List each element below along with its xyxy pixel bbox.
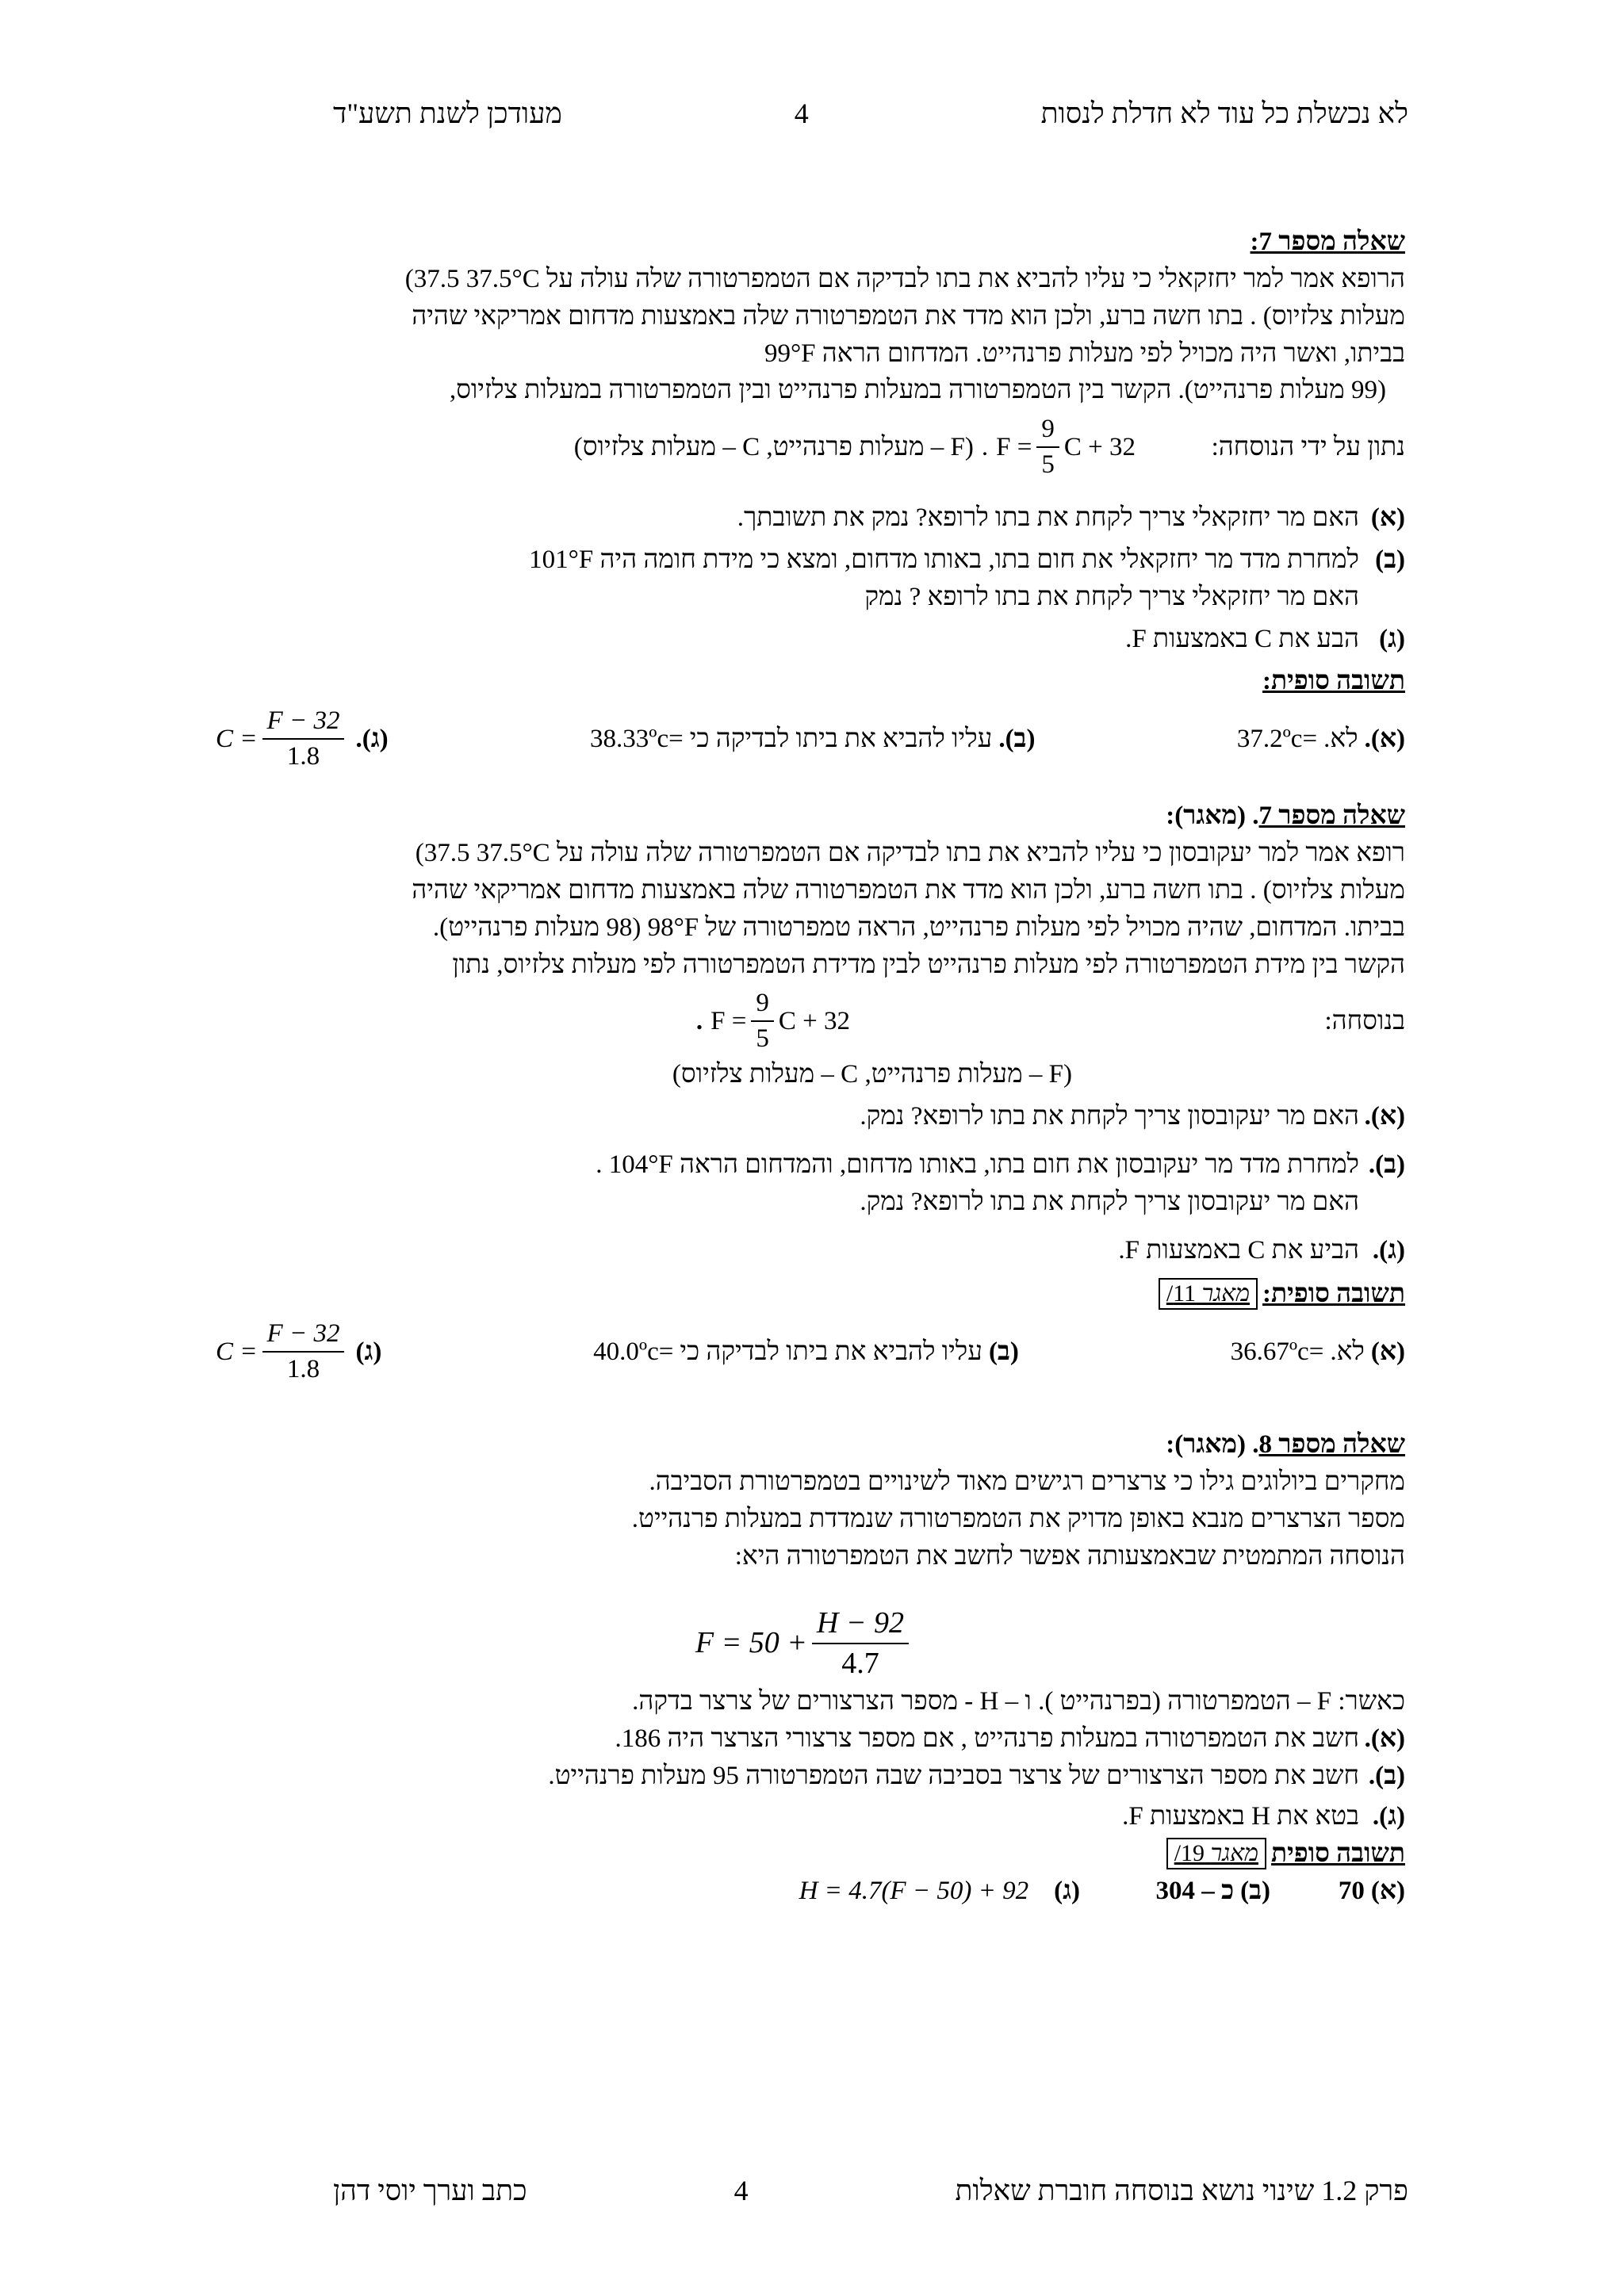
footer-author: כתב וערך יוסי דהן xyxy=(333,2175,527,2206)
question-8-item-c: (ג). בטא את H באמצעות F. xyxy=(1122,1801,1405,1831)
formula-legend: (F – מעלות פרנהייט, C – מעלות צלזיוס) xyxy=(573,432,974,461)
answer-b: (ב) עליו להביא את ביתו לבדיקה כי 40.0ºc= xyxy=(593,1337,1019,1366)
question-7-line-3: בביתו, ואשר היה מכויל לפי מעלות פרנהייט. המדחום הראה 99°F xyxy=(764,339,1405,368)
question-7-bank-answer-title: תשובה סופית: מאגר 11/ xyxy=(1159,1276,1405,1313)
question-8-item-a: (א). חשב את הטמפרטורה במעלות פרנהייט , אם מספר צרצורי הצרצר היה 186. xyxy=(615,1724,1405,1754)
formula-f-from-c: . F = $\frac{9}{5}$ C + 32 xyxy=(696,986,850,1056)
header-page-number: 4 xyxy=(794,98,809,129)
question-7-answer-title: תשובה סופית: xyxy=(1262,666,1405,695)
page-footer xyxy=(333,2171,1408,2211)
question-7-bank xyxy=(216,798,1405,1387)
question-7-bank-line-4: הקשר בין מידת הטמפרטורה לפי מעלות פרנהייט לבין מדידת הטמפרטורה לפי מעלות צלזיוס, נתון xyxy=(452,950,1405,979)
question-7-bank-item-b: (ב). למחרת מדד מר יעקובסון את חום בתו, באותו מדחום, והמדחום הראה 104°F . האם מר יעקובסון צריך לקחת את בתו לרופא? נמק. xyxy=(596,1150,1405,1216)
formula-f-from-h: F = 50 + $\frac{H - 92}{4.7}$ xyxy=(695,1604,914,1684)
question-7-title: שאלה מספר 7: xyxy=(1250,228,1405,256)
question-7-bank-item-c: (ג). הביע את C באמצעות F. xyxy=(1118,1235,1405,1265)
answer-c: (ג). C = $\frac{F - 32}{1.8}$ xyxy=(216,704,389,774)
answer-c: (ג) C = $\frac{F - 32}{1.8}$ xyxy=(216,1317,381,1387)
question-7-answers xyxy=(216,704,1405,774)
question-7-item-c: (ג) הבע את C באמצעות F. xyxy=(1125,624,1405,653)
page-content xyxy=(216,224,1405,1910)
question-8 xyxy=(216,1426,1405,1909)
question-7-line-4: (99 מעלות פרנהייט). הקשר בין הטמפרטורה במעלות פרנהייט ובין הטמפרטורה במעלות צלזיוס, xyxy=(449,376,1386,405)
question-7-items xyxy=(216,499,1405,657)
question-7-bank-formula-row: בנוסחה: . F = $\frac{9}{5}$ C + 32 xyxy=(216,986,1405,1056)
answer-a: (א). לא. 37.2ºc= xyxy=(1236,724,1405,753)
header-updated: מעודכן לשנת תשע"ד xyxy=(333,98,562,129)
question-8-answers xyxy=(216,1873,1405,1910)
page-header xyxy=(333,94,1408,134)
question-7-bank-title: שאלה מספר 7. (מאגר): xyxy=(1166,802,1405,831)
question-7-bank-answers xyxy=(216,1317,1405,1387)
question-7-item-a: (א) האם מר יחזקאלי צריך לקחת את בתו לרופא? נמק את תשובתך. xyxy=(737,503,1405,533)
answer-c: (ג) H = 4.7(F − 50) + 92 xyxy=(799,1876,1080,1905)
question-7-bank-item-a: (א). האם מר יעקובסון צריך לקחת את בתו לרופא? נמק. xyxy=(860,1102,1405,1131)
formula-f-from-c: . F = $\frac{9}{5}$ C + 32 xyxy=(982,412,1136,482)
question-7-line-2: מעלות צלזיוס) . בתו חשה ברע, ולכן הוא מדד את הטמפרטורה שלה באמצעות מדחום אמריקאי שהיה xyxy=(412,301,1405,331)
header-motto: לא נכשלת כל עוד לא חדלת לנסות xyxy=(1040,98,1408,129)
question-7-bank-line-1: רופא אמר למר יעקובסון כי עליו להביא את בתו לבדיקה אם הטמפרטורה שלה עולה על 37.5°C (37.5 xyxy=(415,839,1405,868)
question-7-bank-line-2: מעלות צלזיוס) . בתו חשה ברע, ולכן הוא מדד את הטמפרטורה שלה באמצעות מדחום אמריקאי שהיה xyxy=(412,875,1405,905)
bank-stamp: מאגר 11/ xyxy=(1159,1278,1258,1310)
question-7-bank-legend: (F – מעלות פרנהייט, C – מעלות צלזיוס) xyxy=(672,1060,1072,1089)
question-8-items xyxy=(216,1720,1405,1835)
question-8-title: שאלה מספר 8. (מאגר): xyxy=(1166,1430,1405,1460)
question-8-line-2: מספר הצרצרים מנבא באופן מדויק את הטמפרטורה שנמדדת במעלות פרנהייט. xyxy=(631,1504,1405,1533)
question-8-item-b: (ב). חשב את מספר הצרצורים של צרצר בסביבה שבה הטמפרטורה 95 מעלות פרנהייט. xyxy=(548,1762,1405,1791)
question-8-where: כאשר: F – הטמפרטורה (בפרנהייט ). ו – H - מספר הצרצורים של צרצר בדקה. xyxy=(632,1687,1405,1716)
footer-page-number: 4 xyxy=(733,2175,749,2206)
answer-b: (ב). עליו להביא את ביתו לבדיקה כי 38.33ºc= xyxy=(589,724,1036,753)
question-8-line-1: מחקרים ביולוגים גילו כי צרצרים רגישים מאוד לשינויים בטמפרטורת הסביבה. xyxy=(649,1468,1405,1497)
question-7-formula-row xyxy=(216,412,1405,482)
question-7-line-1: הרופא אמר למר יחזקאלי כי עליו להביא את בתו לבדיקה אם הטמפרטורה שלה עולה על 37.5°C (37.5 xyxy=(404,264,1405,293)
answer-a: (א) לא. 36.67ºc= xyxy=(1230,1337,1405,1366)
answer-a: (א) 70 xyxy=(1338,1876,1405,1905)
question-7 xyxy=(216,224,1405,774)
question-8-line-3: הנוסחה המתמטית שבאמצעותה אפשר לחשב את הטמפרטורה היא: xyxy=(734,1541,1405,1571)
question-7-bank-line-3: בביתו. המדחום, שהיה מכויל לפי מעלות פרנהייט, הראה טמפרטורה של 98°F (98 מעלות פרנהייט). xyxy=(432,913,1405,942)
question-7-item-b: (ב) למחרת מדד מר יחזקאלי את חום בתו, באותו מדחום, ומצא כי מידת חומה היה 101°F האם מר יחזקאלי צריך לקחת את בתו לרופא ? נמק xyxy=(529,545,1405,611)
question-7-bank-items xyxy=(216,1098,1405,1269)
footer-chapter: פרק 1.2 שינוי נושא בנוסחה חוברת שאלות xyxy=(955,2175,1408,2206)
answer-b: (ב) כ – 304 xyxy=(1155,1876,1270,1905)
formula-intro: נתון על ידי הנוסחה: xyxy=(1211,432,1405,461)
bank-stamp: מאגר 19/ xyxy=(1166,1838,1266,1869)
question-8-answer-title: תשובה סופית מאגר 19/ xyxy=(1166,1835,1405,1873)
